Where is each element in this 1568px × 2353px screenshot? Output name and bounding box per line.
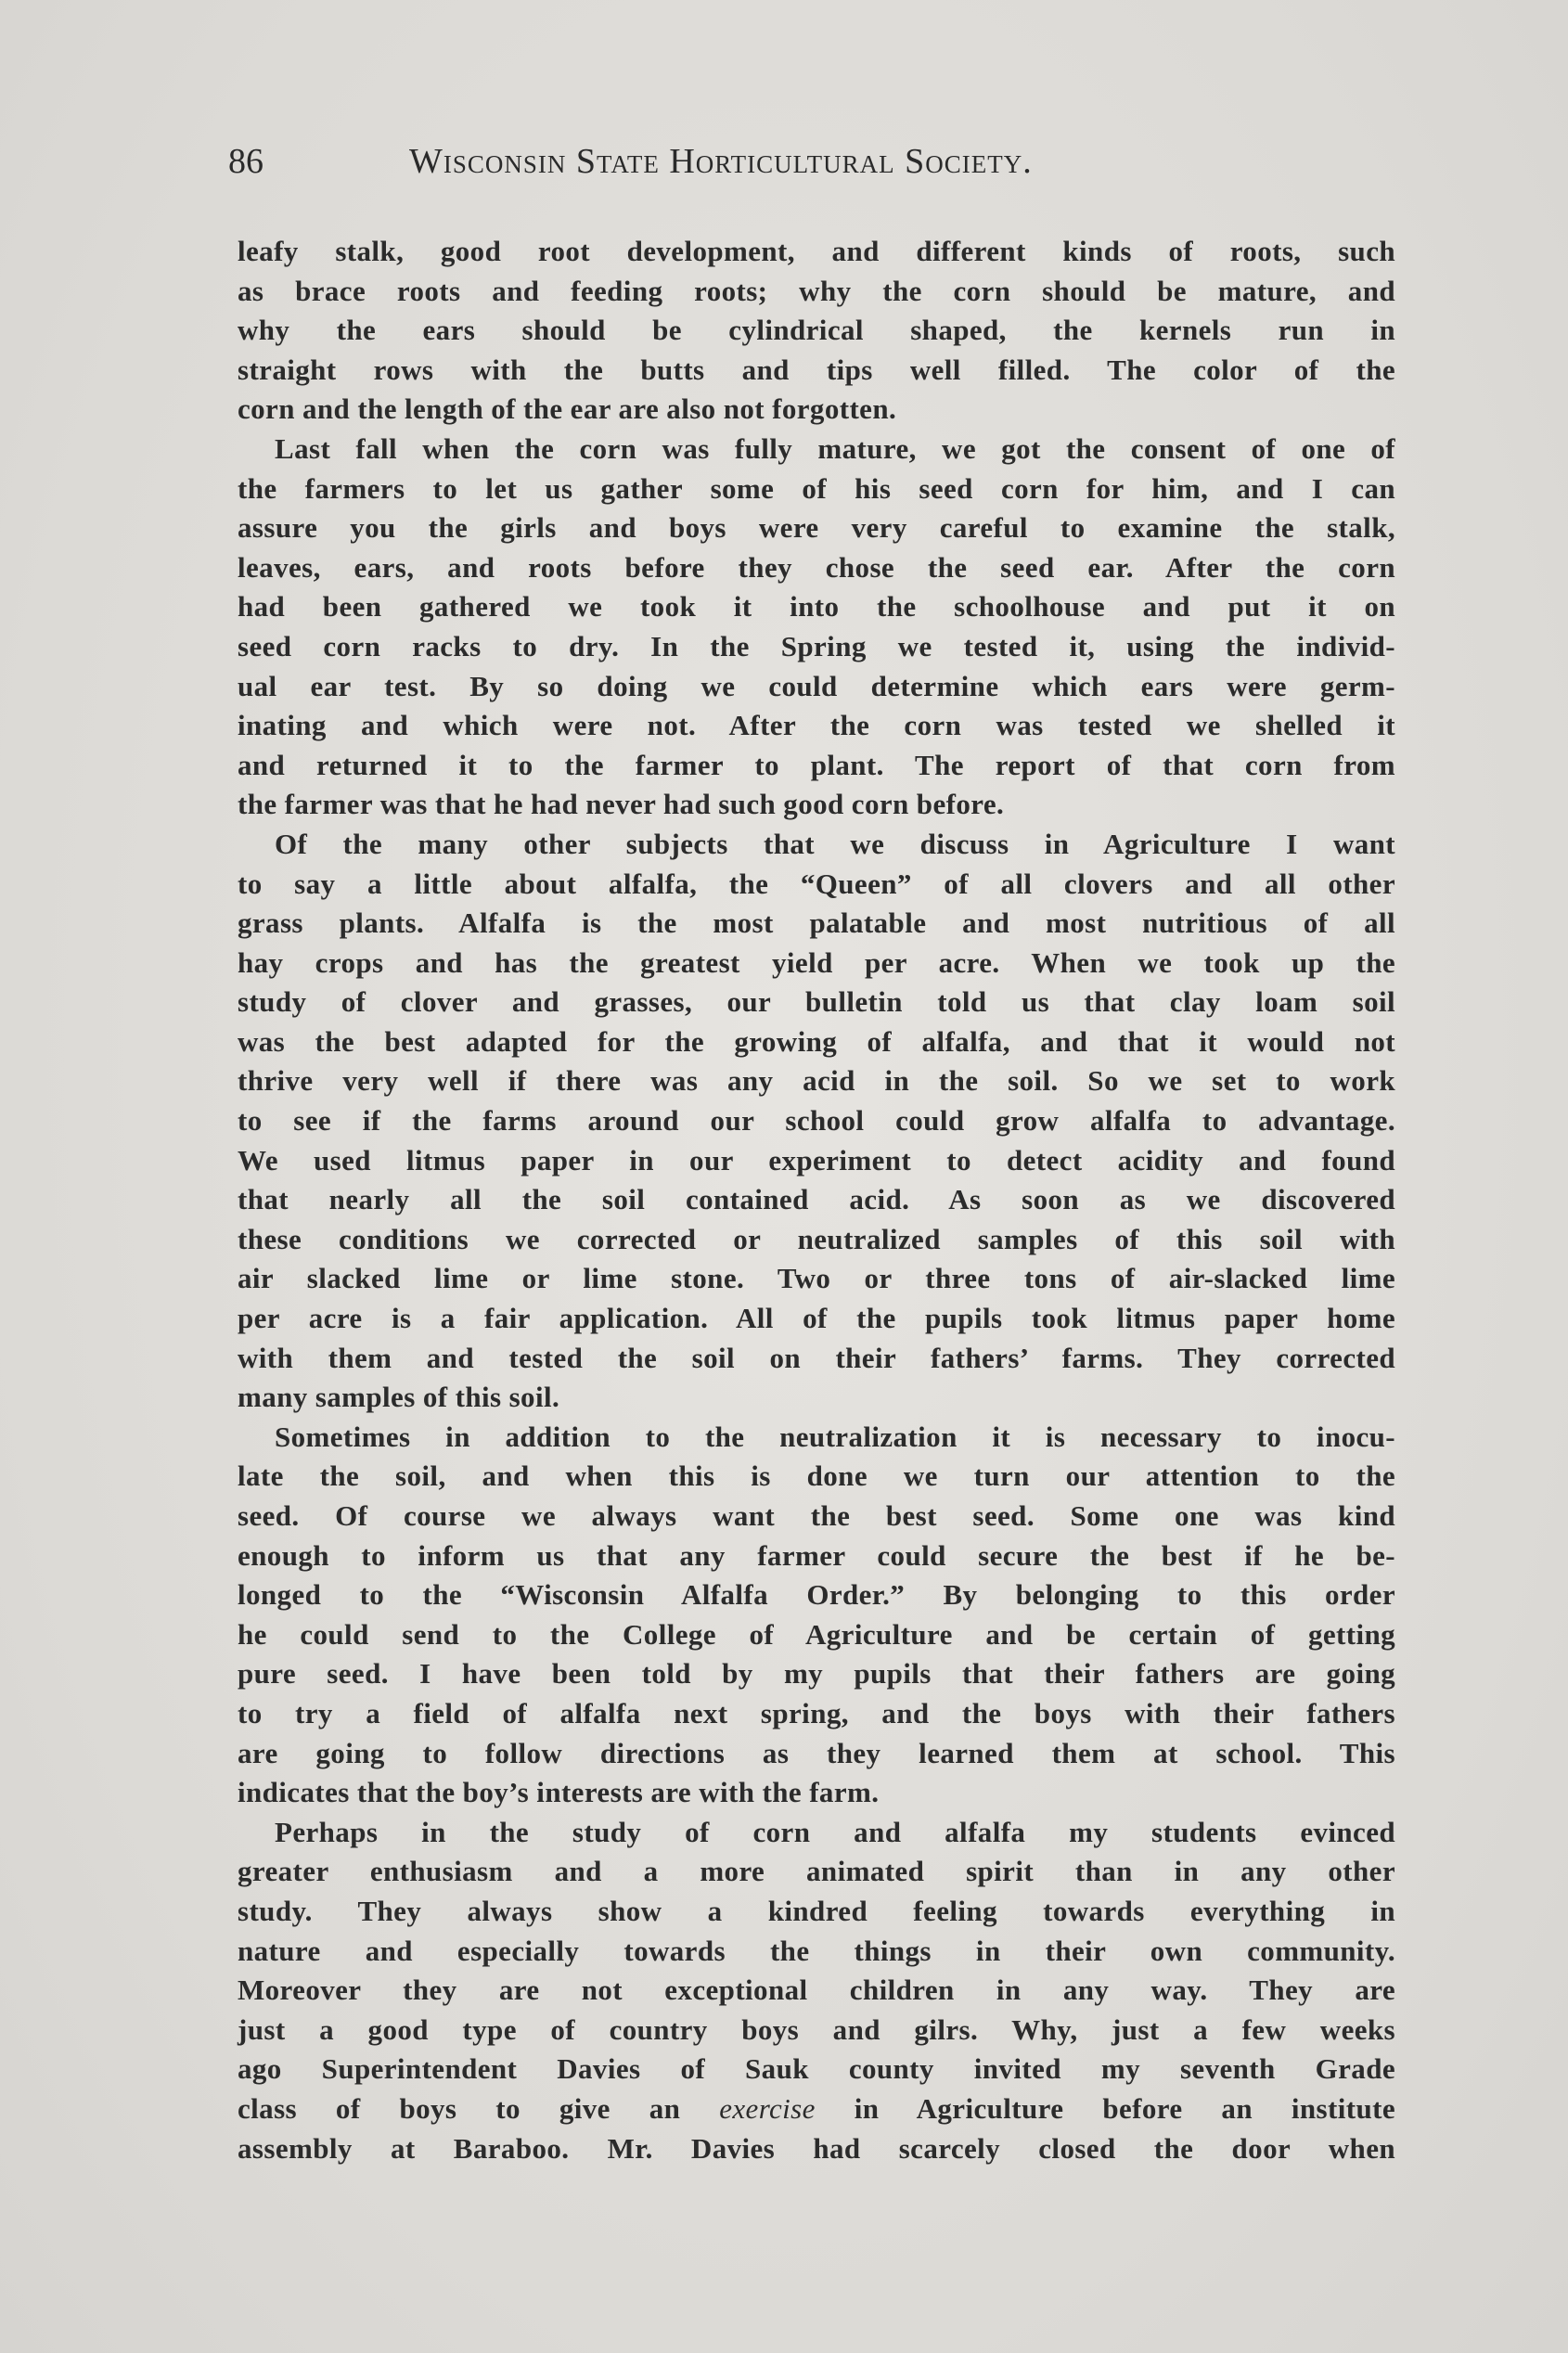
text-line: grass plants. Alfalfa is the most palatable and most nutritious of all bbox=[238, 906, 1395, 940]
text-line: thrive very well if there was any acid in the soil. So we set to work bbox=[238, 1064, 1395, 1098]
text-line: leaves, ears, and roots before they chose the seed ear. After the corn bbox=[238, 550, 1395, 584]
text-line: Sometimes in addition to the neutralization it is necessary to inocu- bbox=[275, 1420, 1395, 1453]
text-line: seed. Of course we always want the best seed. Some one was kind bbox=[238, 1499, 1395, 1532]
body-text bbox=[238, 232, 1395, 2168]
text-line: We used litmus paper in our experiment to detect acidity and found bbox=[238, 1143, 1395, 1176]
text-line: air slacked lime or lime stone. Two or three tons of air-slacked lime bbox=[238, 1262, 1395, 1295]
text-line: as brace roots and feeding roots; why the corn should be mature, and bbox=[238, 274, 1395, 307]
emphasized-word: exercise bbox=[719, 2091, 816, 2125]
text-line: greater enthusiasm and a more animated spirit than in any other bbox=[238, 1855, 1395, 1888]
paragraph bbox=[238, 232, 1395, 430]
text-line: to try a field of alfalfa next spring, and the boys with their fathers bbox=[238, 1696, 1395, 1729]
text-line: just a good type of country boys and gilrs. Why, just a few weeks bbox=[238, 2012, 1395, 2046]
text-line: corn and the length of the ear are also not forgotten. bbox=[238, 392, 897, 426]
text-line: nature and especially towards the things in their own community. bbox=[238, 1934, 1395, 1967]
text-line: had been gathered we took it into the schoolhouse and put it on bbox=[238, 590, 1395, 624]
text-line: straight rows with the butts and tips well filled. The color of the bbox=[238, 353, 1395, 386]
text-segment: in Agriculture before an institute bbox=[815, 2091, 1395, 2125]
text-line: assembly at Baraboo. Mr. Davies had scarcely closed the door when bbox=[238, 2131, 1395, 2165]
text-line: was the best adapted for the growing of alfalfa, and that it would not bbox=[238, 1024, 1395, 1058]
text-line: are going to follow directions as they learned them at school. This bbox=[238, 1736, 1395, 1769]
text-line: these conditions we corrected or neutralized samples of this soil with bbox=[238, 1222, 1395, 1255]
text-line: per acre is a fair application. All of the pupils took litmus paper home bbox=[238, 1302, 1395, 1335]
text-line: inating and which were not. After the corn was tested we shelled it bbox=[238, 709, 1395, 742]
text-line: ual ear test. By so doing we could determine which ears were germ- bbox=[238, 669, 1395, 702]
text-line: Last fall when the corn was fully mature, we got the consent of one of bbox=[275, 431, 1395, 465]
text-line: leafy stalk, good root development, and different kinds of roots, such bbox=[238, 235, 1395, 267]
text-line: many samples of this soil. bbox=[238, 1381, 560, 1414]
text-line: the farmer was that he had never had such good corn before. bbox=[238, 788, 1005, 821]
text-segment: class of boys to give an bbox=[238, 2091, 720, 2125]
text-line: pure seed. I have been told by my pupils that their fathers are going bbox=[238, 1657, 1395, 1691]
paragraph bbox=[238, 825, 1395, 1418]
text-line: to see if the farms around our school could grow alfalfa to advantage. bbox=[238, 1104, 1395, 1138]
text-line: hay crops and has the greatest yield per acre. When we took up the bbox=[238, 945, 1395, 979]
page-number: 86 bbox=[228, 142, 263, 181]
text-line: why the ears should be cylindrical shaped, the kernels run in bbox=[238, 314, 1395, 347]
text-line-with-emphasis bbox=[238, 2089, 1395, 2129]
text-line: and returned it to the farmer to plant. The report of that corn from bbox=[238, 748, 1395, 781]
text-line: ago Superintendent Davies of Sauk county invited my seventh Grade bbox=[238, 2052, 1395, 2086]
text-line: longed to the “Wisconsin Alfalfa Order.” By belonging to this order bbox=[238, 1578, 1395, 1612]
text-line: assure you the girls and boys were very careful to examine the stalk, bbox=[238, 511, 1395, 545]
paragraph bbox=[238, 1418, 1395, 1813]
text-line: Of the many other subjects that we discuss in Agriculture I want bbox=[275, 827, 1395, 860]
text-line: Perhaps in the study of corn and alfalfa my students evinced bbox=[275, 1815, 1395, 1848]
text-line: seed corn racks to dry. In the Spring we tested it, using the individ- bbox=[238, 629, 1395, 662]
text-line: study. They always show a kindred feeling towards everything in bbox=[238, 1894, 1395, 1927]
text-line: indicates that the boy’s interests are with the farm. bbox=[238, 1776, 880, 1809]
text-line: with them and tested the soil on their fathers’ farms. They corrected bbox=[238, 1341, 1395, 1374]
text-line: study of clover and grasses, our bulletin told us that clay loam soil bbox=[238, 985, 1395, 1019]
paragraph bbox=[238, 1813, 1395, 2168]
text-line: late the soil, and when this is done we turn our attention to the bbox=[238, 1459, 1395, 1493]
text-line: that nearly all the soil contained acid. As soon as we discovered bbox=[238, 1183, 1395, 1216]
text-line: he could send to the College of Agriculture and be certain of getting bbox=[238, 1617, 1395, 1651]
page-header bbox=[228, 141, 1267, 187]
text-line: to say a little about alfalfa, the “Queen” of all clovers and all other bbox=[238, 867, 1395, 900]
paragraph bbox=[238, 430, 1395, 825]
text-line: enough to inform us that any farmer could secure the best if he be- bbox=[238, 1538, 1395, 1572]
text-line: Moreover they are not exceptional children in any way. They are bbox=[238, 1974, 1395, 2007]
running-head: Wisconsin State Horticultural Society. bbox=[409, 142, 1033, 181]
text-line: the farmers to let us gather some of his seed corn for him, and I can bbox=[238, 471, 1395, 505]
